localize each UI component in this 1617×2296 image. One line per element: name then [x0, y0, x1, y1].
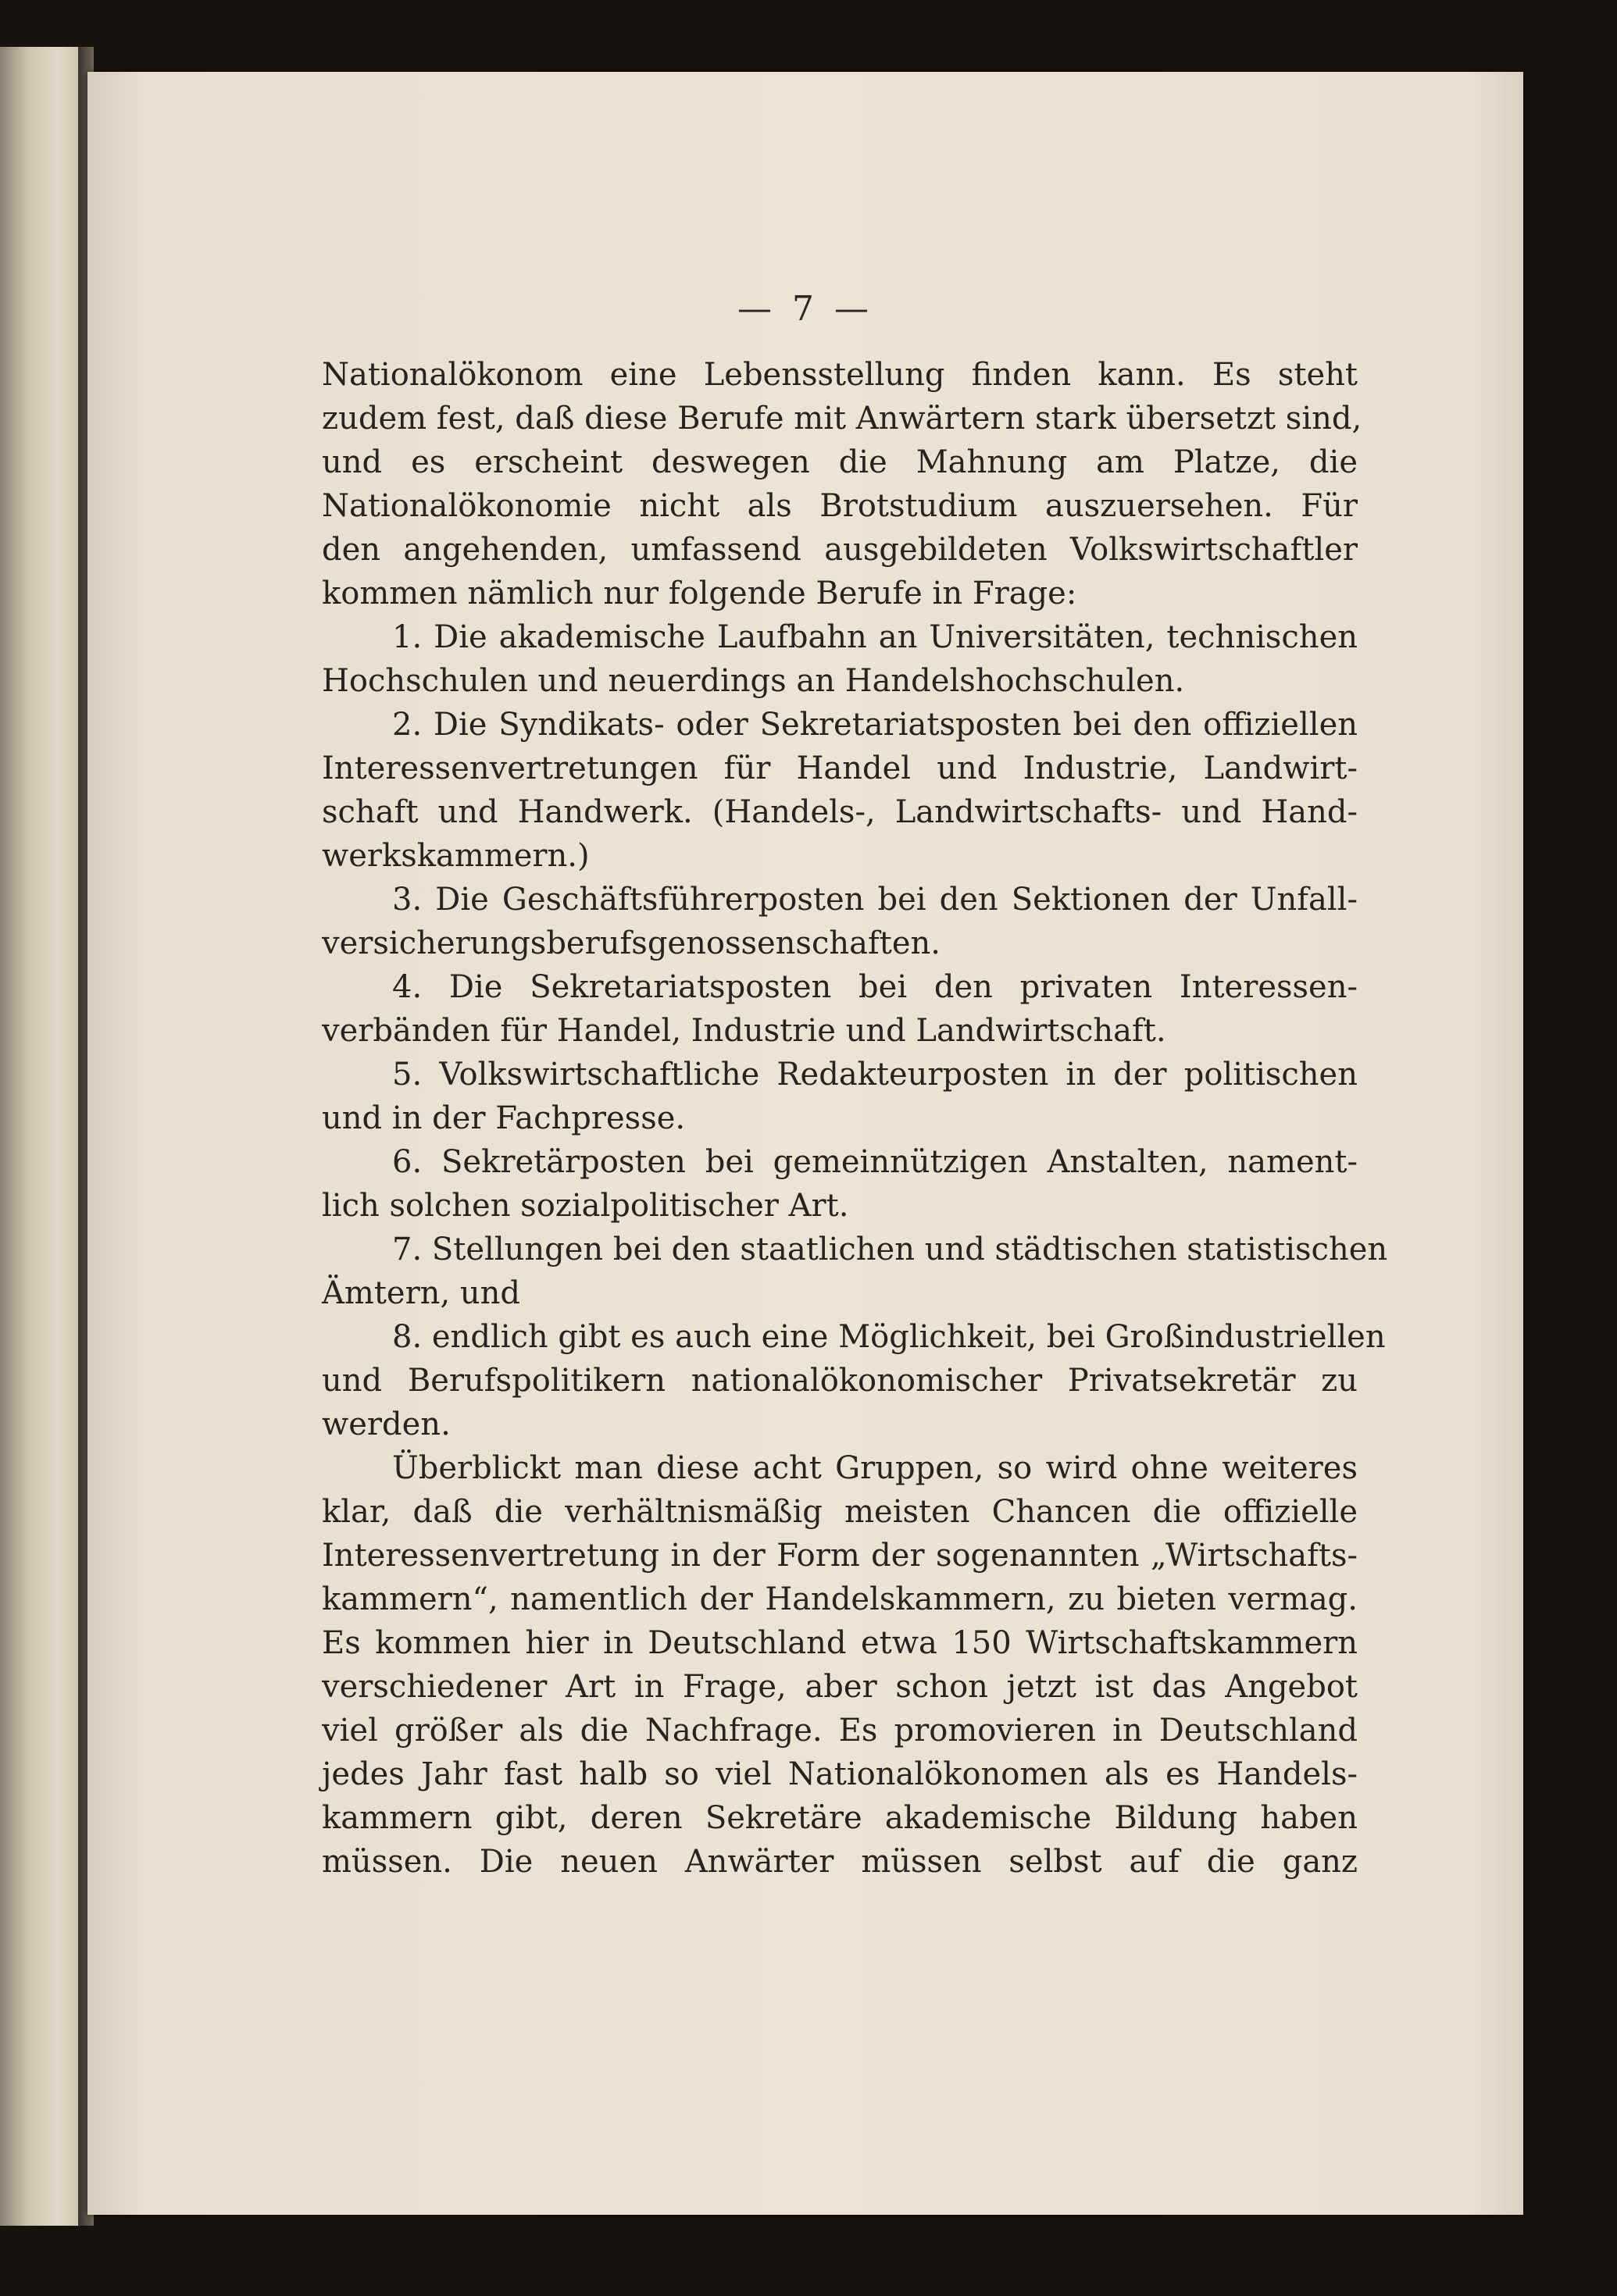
- text-line: versicherungsberufsgenossenschaften.: [322, 925, 941, 961]
- text-line: werkskammern.): [322, 838, 590, 874]
- text-line: 7. Stellungen bei den staatlichen und städtischen statistischen: [392, 1232, 1388, 1267]
- text-line: verschiedener Art in Frage, aber schon jetzt ist das Angebot: [322, 1669, 1358, 1705]
- facing-page-edge: [0, 47, 78, 2226]
- text-line: und in der Fachpresse.: [322, 1100, 686, 1136]
- text-line: Hochschulen und neuerdings an Handelshochschulen.: [322, 663, 1185, 699]
- body-text: [322, 353, 1388, 1884]
- text-line: 5. Volkswirtschaftliche Redakteurposten in der politischen: [392, 1057, 1358, 1093]
- text-line: 1. Die akademische Laufbahn an Universitäten, technischen: [392, 619, 1358, 655]
- text-line: Ämtern, und: [322, 1275, 521, 1311]
- page-number: — 7 —: [737, 289, 873, 329]
- text-line: und es erscheint deswegen die Mahnung am Platze, die: [322, 444, 1358, 480]
- text-line: den angehenden, umfassend ausgebildeten Volkswirtschaftler: [322, 532, 1358, 568]
- text-line: 8. endlich gibt es auch eine Möglichkeit, bei Großindustriellen: [392, 1319, 1386, 1355]
- text-line: Nationalökonomie nicht als Brotstudium auszuersehen. Für: [322, 488, 1358, 524]
- text-line: werden.: [322, 1406, 451, 1442]
- text-line: Interessenvertretungen für Handel und Industrie, Landwirt-: [322, 750, 1358, 786]
- text-line: 4. Die Sekretariatsposten bei den privaten Interessen-: [392, 969, 1358, 1005]
- text-line: schaft und Handwerk. (Handels-, Landwirtschafts- und Hand-: [322, 794, 1358, 830]
- text-line: 3. Die Geschäftsführerposten bei den Sektionen der Unfall-: [392, 882, 1358, 918]
- text-line: und Berufspolitikern nationalökonomischer Privatsekretär zu: [322, 1363, 1358, 1399]
- text-line: Überblickt man diese acht Gruppen, so wird ohne weiteres: [392, 1450, 1358, 1486]
- text-line: 6. Sekretärposten bei gemeinnützigen Anstalten, nament-: [392, 1144, 1358, 1180]
- text-line: kammern gibt, deren Sekretäre akademische Bildung haben: [322, 1800, 1358, 1836]
- text-line: kammern“, namentlich der Handelskammern, zu bieten vermag.: [322, 1581, 1358, 1617]
- text-line: kommen nämlich nur folgende Berufe in Frage:: [322, 576, 1077, 611]
- text-line: Es kommen hier in Deutschland etwa 150 Wirtschaftskammern: [322, 1625, 1358, 1661]
- text-line: zudem fest, daß diese Berufe mit Anwärtern stark übersetzt sind,: [322, 401, 1362, 437]
- text-line: klar, daß die verhältnismäßig meisten Chancen die offizielle: [322, 1494, 1358, 1530]
- text-line: 2. Die Syndikats- oder Sekretariatsposten bei den offiziellen: [392, 707, 1358, 743]
- text-line: Nationalökonom eine Lebensstellung finden kann. Es steht: [322, 357, 1358, 393]
- text-line: verbänden für Handel, Industrie und Landwirtschaft.: [322, 1013, 1166, 1049]
- text-line: viel größer als die Nachfrage. Es promovieren in Deutschland: [322, 1713, 1358, 1749]
- text-line: Interessenvertretung in der Form der sogenannten „Wirtschafts-: [322, 1538, 1358, 1574]
- text-line: müssen. Die neuen Anwärter müssen selbst auf die ganz: [322, 1844, 1358, 1880]
- text-line: lich solchen sozialpolitischer Art.: [322, 1188, 849, 1224]
- text-line: jedes Jahr fast halb so viel Nationalökonomen als es Handels-: [322, 1756, 1358, 1792]
- book-page: [87, 72, 1523, 2215]
